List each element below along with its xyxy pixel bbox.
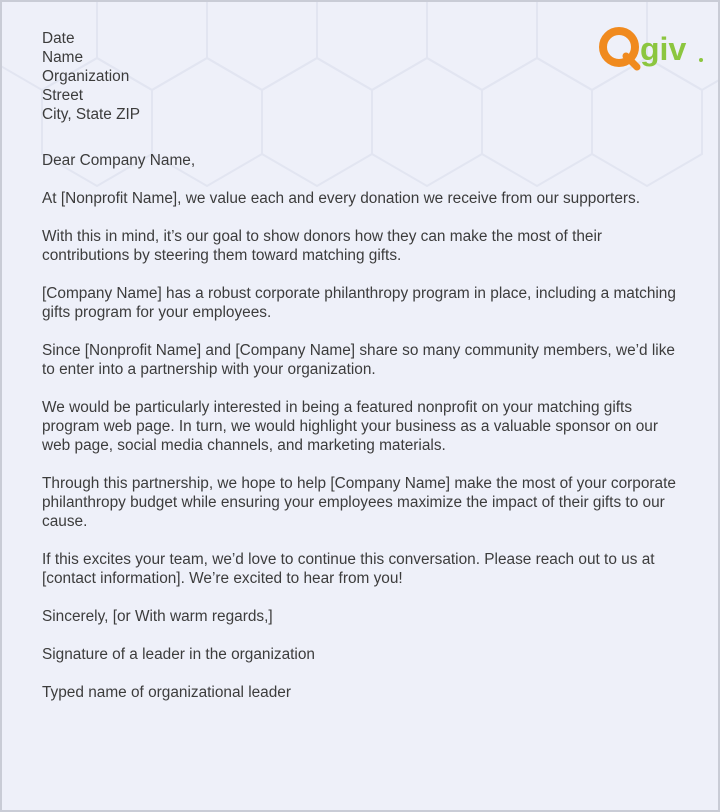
paragraph-6: Through this partnership, we hope to help [Company Name] make the most of your corporate philanthropy budget while ensuring your employees maximize the impact of their gifts to our cause. <box>42 475 676 530</box>
address-name: Name <box>42 49 84 66</box>
typed-name-line: Typed name of organizational leader <box>42 684 291 701</box>
paragraph-1: At [Nonprofit Name], we value each and every donation we receive from our supporters. <box>42 190 640 207</box>
letter-body <box>42 29 682 721</box>
signature-line: Signature of a leader in the organization <box>42 646 315 663</box>
salutation: Dear Company Name, <box>42 152 196 169</box>
address-street: Street <box>42 87 84 104</box>
address-block <box>42 29 682 124</box>
closing: Sincerely, [or With warm regards,] <box>42 608 273 625</box>
paragraph-3: [Company Name] has a robust corporate philanthropy program in place, including a matching gifts program for your employees. <box>42 285 676 321</box>
address-date: Date <box>42 30 75 47</box>
svg-text:giv: giv <box>640 31 687 67</box>
paragraph-5: We would be particularly interested in being a featured nonprofit on your matching gifts program web page. In turn, we would highlight your business as a valuable sponsor on our web page, social media channels, and marketing materials. <box>42 399 658 454</box>
address-organization: Organization <box>42 68 130 85</box>
paragraph-7: If this excites your team, we’d love to continue this conversation. Please reach out to us at [contact information]. We’re excited to hear from you! <box>42 551 655 587</box>
paragraph-4: Since [Nonprofit Name] and [Company Name] share so many community members, we’d like to enter into a partnership with your organization. <box>42 342 675 378</box>
address-city-state-zip: City, State ZIP <box>42 106 141 123</box>
paragraph-2: With this in mind, it’s our goal to show donors how they can make the most of their contributions by steering them toward matching gifts. <box>42 228 603 264</box>
